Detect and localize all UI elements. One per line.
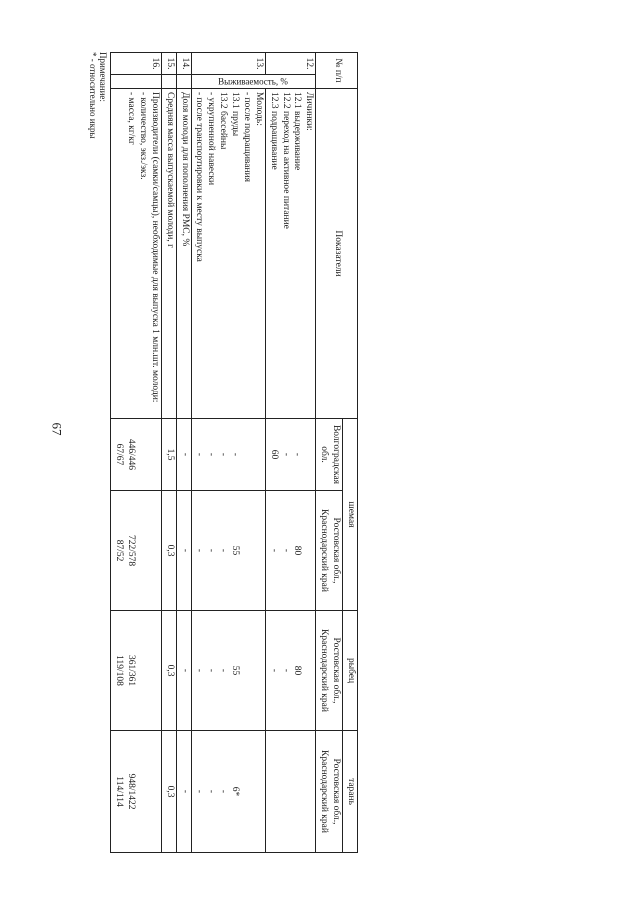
side-label: Выживаемость, % bbox=[218, 75, 289, 86]
header-col-rostov-1: Ростовская обл., Краснодарский край bbox=[316, 491, 343, 611]
value-cell: 446/446 67/67 bbox=[111, 419, 162, 491]
table-row bbox=[265, 53, 316, 853]
value-cell: - bbox=[176, 611, 191, 731]
value-cell: 80 - - bbox=[265, 491, 316, 611]
value-cell: - - 60 bbox=[265, 419, 316, 491]
row-num: 14. bbox=[176, 53, 191, 75]
table-row bbox=[111, 53, 162, 853]
header-col-rostov-3: Ростовская обл., Краснодарский край bbox=[316, 731, 343, 853]
row-indicator: Средняя масса выпускаемой молоди, г bbox=[161, 89, 176, 419]
data-table bbox=[110, 52, 358, 853]
table-row bbox=[176, 53, 191, 853]
value-cell: 1,5 bbox=[161, 419, 176, 491]
header-indicator: Показатели bbox=[316, 89, 358, 419]
value-cell: - bbox=[176, 491, 191, 611]
row-indicator: Личинки: 12.1 выдерживание 12.2 переход на активное питание 12.3 подращивание bbox=[265, 89, 316, 419]
footnote bbox=[88, 52, 108, 852]
header-col-rostov-2: Ростовская обл., Краснодарский край bbox=[316, 611, 343, 731]
value-cell: 0,3 bbox=[161, 731, 176, 853]
value-cell: 722/578 87/52 bbox=[111, 491, 162, 611]
side-label-cell bbox=[191, 75, 316, 89]
value-cell: 55 - - - bbox=[191, 611, 265, 731]
row-num: 16. bbox=[111, 53, 162, 75]
header-col-volgograd: Волгоградская обл. bbox=[316, 419, 343, 491]
note-title: Примечание: bbox=[98, 52, 109, 102]
value-cell: - bbox=[176, 731, 191, 853]
table-row bbox=[191, 53, 265, 853]
row-num: 12. bbox=[265, 53, 316, 75]
value-cell: - bbox=[176, 419, 191, 491]
row-indicator: Доля молоди для пополнения РМС, % bbox=[176, 89, 191, 419]
page-number: 67 bbox=[49, 422, 65, 436]
value-cell: 6* - - - bbox=[191, 731, 265, 853]
row-num: 13. bbox=[191, 53, 265, 75]
value-cell: 80 - - bbox=[265, 611, 316, 731]
value-cell: 0,3 bbox=[161, 491, 176, 611]
value-cell: - - - - bbox=[191, 419, 265, 491]
note-text: * - относительно икры bbox=[88, 52, 99, 139]
header-group-taran: тарань bbox=[343, 731, 358, 853]
row-num: 15. bbox=[161, 53, 176, 75]
value-cell: 948/1422 114/114 bbox=[111, 731, 162, 853]
value-cell: 0,3 bbox=[161, 611, 176, 731]
row-indicator: Производители (самки/самцы), необходимые для выпуска 1 млн.шт. молоди: - количество, экз./экз. - масса, кг/кг bbox=[111, 89, 162, 419]
value-cell bbox=[265, 731, 316, 853]
row-indicator: Молодь: - после подращивания 13.1 пруды 13.2 бассейны - укрупненной навески - после транспортировки к месту выпуска bbox=[191, 89, 265, 419]
value-cell: 55 - - - bbox=[191, 491, 265, 611]
header-group-rybets: рыбец bbox=[343, 611, 358, 731]
table-row bbox=[161, 53, 176, 853]
header-group-shemaya: шемая bbox=[343, 419, 358, 611]
rotated-table-sheet bbox=[88, 52, 358, 852]
value-cell: 361/361 119/108 bbox=[111, 611, 162, 731]
header-num: № п/п bbox=[316, 53, 358, 89]
